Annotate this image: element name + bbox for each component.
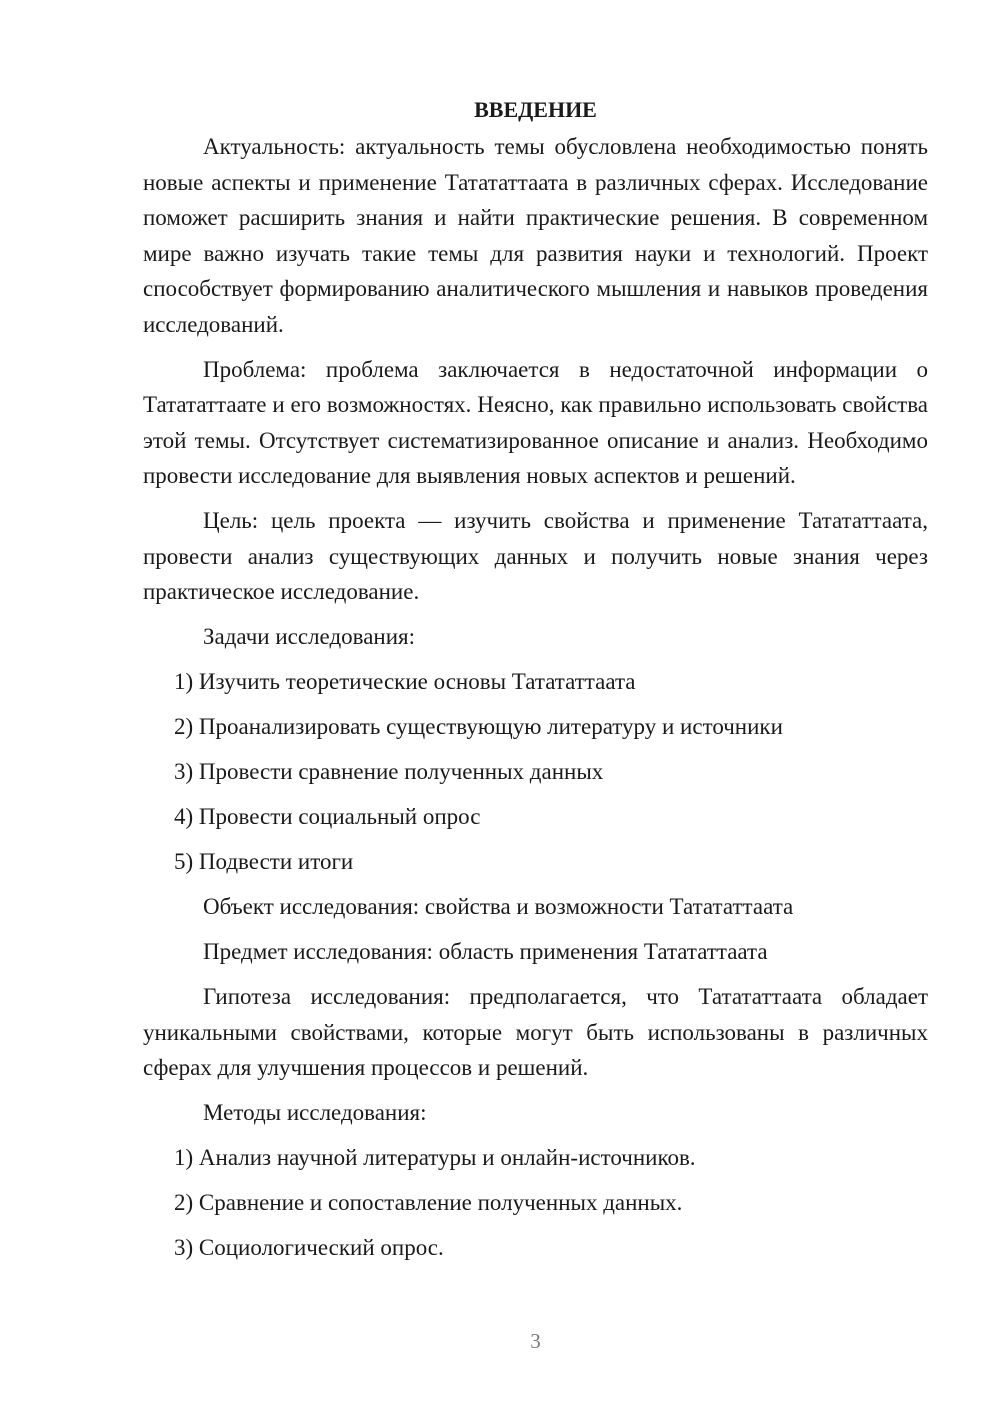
task-item: 1) Изучить теоретические основы Татататтаата (174, 669, 636, 694)
subject-line: Предмет исследования: область применения Татататтаата (203, 939, 768, 964)
task-item: 4) Провести социальный опрос (174, 804, 481, 829)
task-item: 5) Подвести итоги (174, 849, 354, 874)
task-item: 3) Провести сравнение полученных данных (174, 759, 604, 784)
methods-title: Методы исследования: (203, 1100, 427, 1125)
object-line: Объект исследования: свойства и возможности Татататтаата (203, 894, 794, 919)
problem-paragraph: Проблема: проблема заключается в недостаточной информации о Татататтаате и его возможностях. Неясно, как правильно использовать свойства этой темы. Отсутствует систематизированное описание и анализ. Необходимо провести исследование для выявления новых аспектов и решений. (143, 356, 928, 488)
method-item: 1) Анализ научной литературы и онлайн-источников. (174, 1145, 696, 1170)
task-item: 2) Проанализировать существующую литературу и источники (174, 714, 783, 739)
page-title: ВВЕДЕНИЕ (474, 97, 597, 122)
method-item: 3) Социологический опрос. (174, 1235, 444, 1260)
relevance-paragraph: Актуальность: актуальность темы обусловлена необходимостью понять новые аспекты и применение Татататтаата в различных сферах. Исследование поможет расширить знания и найти практические решения. В современном мире важно изучать такие темы для развития науки и технологий. Проект способствует формированию аналитического мышления и навыков проведения исследований. (143, 134, 928, 337)
method-item: 2) Сравнение и сопоставление полученных данных. (174, 1190, 683, 1215)
hypothesis-paragraph: Гипотеза исследования: предполагается, что Татататтаата обладает уникальными свойствами, которые могут быть использованы в различных сферах для улучшения процессов и решений. (143, 984, 928, 1080)
goal-paragraph: Цель: цель проекта — изучить свойства и применение Татататтаата, провести анализ существующих данных и получить новые знания через практическое исследование. (143, 508, 928, 604)
page-number: 3 (530, 1329, 541, 1353)
tasks-title: Задачи исследования: (203, 624, 416, 649)
page-content (143, 92, 928, 1275)
